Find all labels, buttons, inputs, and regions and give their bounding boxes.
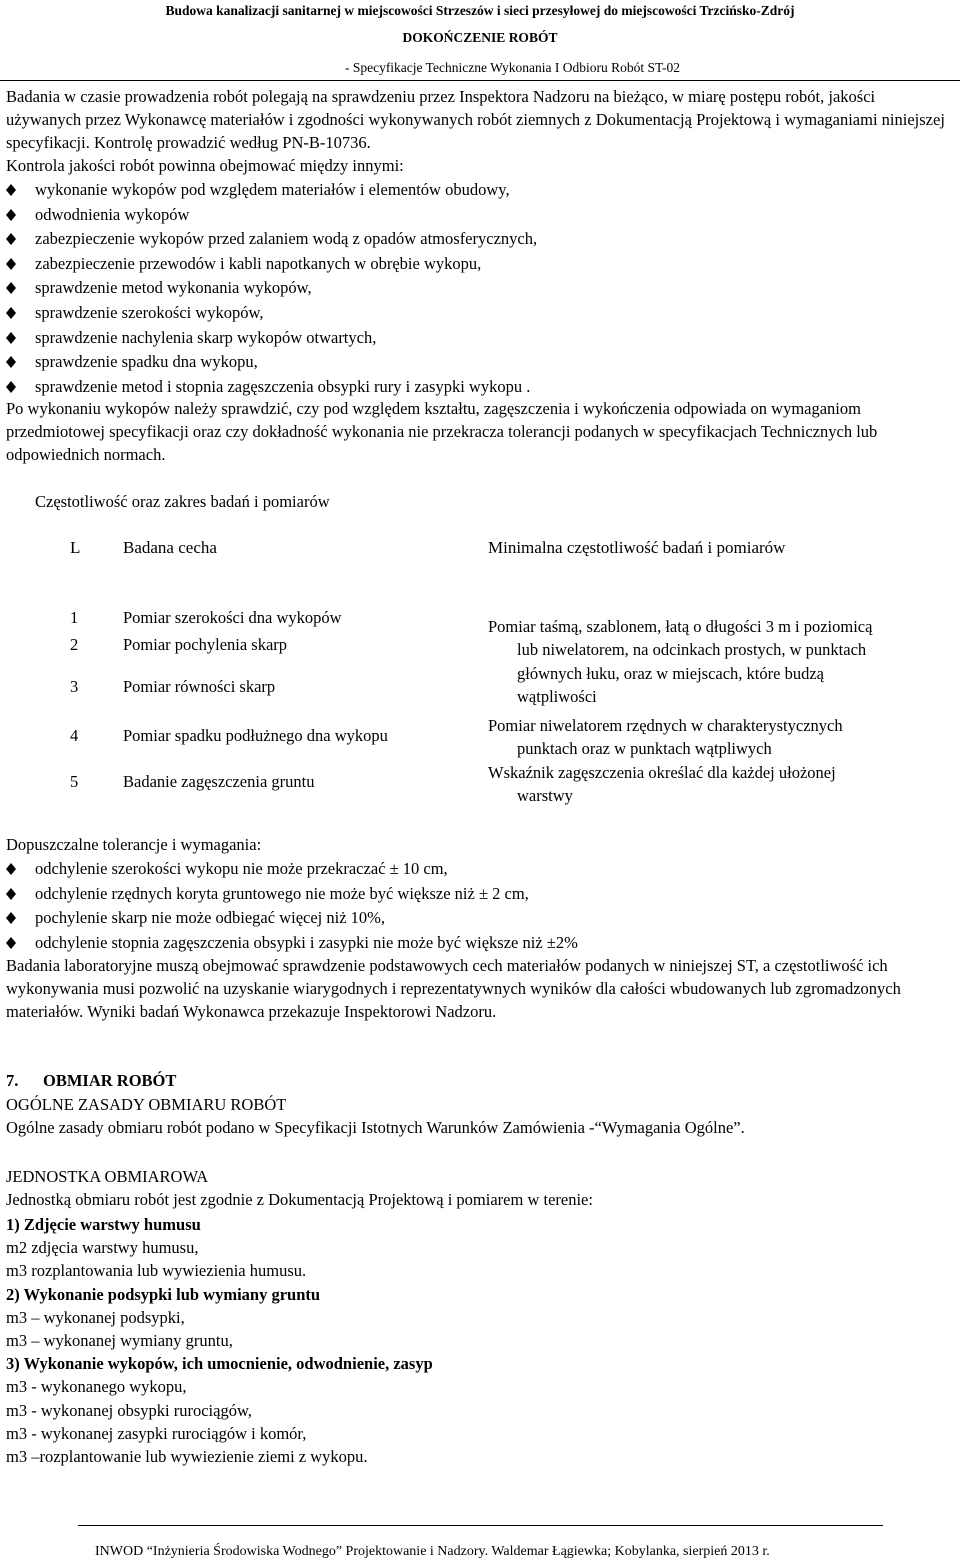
table-row-feature: Pomiar szerokości dna wykopów	[123, 608, 342, 627]
diamond-bullet-icon	[6, 184, 16, 196]
diamond-bullet-icon	[6, 209, 16, 221]
table-frequency-cell	[488, 761, 960, 808]
diamond-bullet-icon	[6, 282, 16, 294]
frequency-line: lub niwelatorem, na odcinkach prostych, w punktach	[517, 640, 867, 660]
table-row-number: 1	[70, 608, 79, 627]
footer-text: INWOD “Inżynieria Środowiska Wodnego” Projektowanie i Nadzory. Waldemar Łągiewka; Kobylanka, sierpień 2013 r.	[95, 1544, 770, 1559]
table-row-feature: Pomiar pochylenia skarp	[123, 635, 288, 654]
diamond-bullet-icon	[6, 863, 16, 875]
unit-line: m3 rozplantowania lub wywiezienia humusu.	[6, 1261, 307, 1281]
footer-rule	[78, 1525, 883, 1526]
list-item-text: odchylenie stopnia zagęszczenia obsypki i zasypki nie może być większe niż ±2%	[35, 932, 578, 952]
frequency-line: Pomiar niwelatorem rzędnych w charakterystycznych	[488, 716, 843, 735]
unit-line: m3 – wykonanej podsypki,	[6, 1307, 185, 1327]
table-row-feature: Pomiar równości skarp	[123, 677, 276, 696]
list-item-text: zabezpieczenie wykopów przed zalaniem wodą z opadów atmosferycznych,	[35, 229, 538, 249]
measurement-units	[6, 1213, 433, 1468]
unit-group-title: 1) Zdjęcie warstwy humusu	[6, 1215, 201, 1234]
diamond-bullet-icon	[6, 381, 16, 393]
table-row-number: 3	[70, 677, 79, 696]
list-item	[6, 906, 952, 931]
frequency-line: punktach oraz w punktach wątpliwych	[517, 739, 772, 759]
diamond-bullet-icon	[6, 937, 16, 949]
list-item-text: zabezpieczenie przewodów i kabli napotkanych w obrębie wykopu,	[35, 253, 482, 273]
diamond-bullet-icon	[6, 233, 16, 245]
list-item	[6, 882, 952, 907]
table-row-number: 5	[70, 772, 79, 791]
list-item	[6, 857, 952, 882]
frequency-line: warstwy	[517, 786, 573, 806]
table-header-feature: Badana cecha	[123, 538, 217, 557]
unit-line: m3 –rozplantowanie lub wywiezienie ziemi z wykopu.	[6, 1447, 368, 1467]
table-header-frequency: Minimalna częstotliwość badań i pomiarów	[488, 538, 786, 557]
list-item	[6, 227, 952, 252]
list-item-text: sprawdzenie szerokości wykopów,	[35, 302, 264, 322]
frequency-line: wątpliwości	[517, 686, 597, 706]
list-item	[6, 350, 952, 375]
frequency-line: Wskaźnik zagęszczenia określać dla każdej ułożonej	[488, 763, 836, 782]
table-caption: Częstotliwość oraz zakres badań i pomiarów	[35, 492, 330, 511]
list-item-text: wykonanie wykopów pod względem materiałów i elementów obudowy,	[35, 180, 510, 199]
unit-line: m3 - wykonanego wykopu,	[6, 1377, 187, 1397]
document-header-subtitle: DOKOŃCZENIE ROBÓT	[402, 30, 558, 45]
frequency-line: Pomiar taśmą, szablonem, łatą o długości 3 m i poziomicą	[488, 617, 873, 636]
list-item	[6, 203, 952, 228]
table-row-feature: Badanie zagęszczenia gruntu	[123, 772, 315, 791]
table-frequency-cell	[488, 615, 960, 708]
section-number: 7.	[6, 1071, 19, 1090]
table-row-number: 2	[70, 635, 79, 654]
frequency-line: głównych łuku, oraz w miejscach, które budzą	[517, 663, 824, 683]
unit-group-title: 2) Wykonanie podsypki lub wymiany gruntu	[6, 1284, 321, 1304]
control-list	[6, 178, 952, 399]
list-item	[6, 326, 952, 351]
table-header-l: L	[70, 538, 81, 557]
document-header-title: Budowa kanalizacji sanitarnej w miejscowości Strzeszów i sieci przesyłowej do miejscowości Trzcińsko-Zdrój	[165, 3, 795, 18]
list-item	[6, 375, 952, 400]
list-item-text: sprawdzenie nachylenia skarp wykopów otwartych,	[35, 327, 377, 347]
list-item-text: pochylenie skarp nie może odbiegać więcej niż 10%,	[35, 908, 386, 928]
lab-tests-paragraph: Badania laboratoryjne muszą obejmować sprawdzenie podstawowych cech materiałów podanych w niniejszej ST, a częstotliwość ich wykonywania musi pozwolić na uzyskanie wiarygodnych i reprezentatywnych wyników dla całości wbudowanych lub zgromadzonych materiałów. Wyniki badań Wykonawca przekazuje Inspektorowi Nadzoru.	[6, 956, 901, 1021]
table-frequency-cell	[488, 714, 960, 761]
diamond-bullet-icon	[6, 888, 16, 900]
section-title: OBMIAR ROBÓT	[43, 1071, 177, 1090]
control-intro: Kontrola jakości robót powinna obejmować między innymi:	[6, 156, 404, 175]
unit-heading: JEDNOSTKA OBMIAROWA	[6, 1167, 209, 1186]
unit-line: m2 zdjęcia warstwy humusu,	[6, 1238, 199, 1258]
list-item	[6, 276, 952, 301]
unit-line: m3 - wykonanej obsypki rurociągów,	[6, 1400, 252, 1420]
unit-line: m3 – wykonanej wymiany gruntu,	[6, 1331, 233, 1351]
list-item-text: sprawdzenie metod wykonania wykopów,	[35, 278, 312, 298]
unit-group-title: 3) Wykonanie wykopów, ich umocnienie, odwodnienie, zasyp	[6, 1354, 433, 1374]
after-excavation-paragraph: Po wykonaniu wykopów należy sprawdzić, czy pod względem kształtu, zagęszczenia i wykończenia odpowiada on wymaganiom przedmiotowej specyfikacji oraz czy dokładność wykonania nie przekracza tolerancji podanych w specyfikacjach Technicznych lub odpowiednich normach.	[6, 399, 878, 464]
list-item	[6, 301, 952, 326]
list-item-text: odchylenie rzędnych koryta gruntowego nie może być większe niż ± 2 cm,	[35, 883, 529, 903]
unit-text: Jednostką obmiaru robót jest zgodnie z Dokumentacją Projektową i pomiarem w terenie:	[6, 1190, 593, 1209]
general-heading: OGÓLNE ZASADY OBMIARU ROBÓT	[6, 1095, 287, 1114]
tolerances-list	[6, 857, 952, 955]
intro-paragraph: Badania w czasie prowadzenia robót polegają na sprawdzeniu przez Inspektora Nadzoru na bieżąco, w miarę postępu robót, jakości używanych przez Wykonawcę materiałów i zgodności wykonywanych robót ziemnych z Dokumentacją Projektową i wymaganiami niniejszej specyfikacji. Kontrolę prowadzić według PN-B-10736.	[6, 87, 945, 152]
table-row-feature: Pomiar spadku podłużnego dna wykopu	[123, 726, 388, 745]
diamond-bullet-icon	[6, 356, 16, 368]
diamond-bullet-icon	[6, 258, 16, 270]
unit-line: m3 - wykonanej zasypki rurociągów i komór,	[6, 1423, 307, 1443]
diamond-bullet-icon	[6, 332, 16, 344]
list-item-text: odchylenie szerokości wykopu nie może przekraczać ± 10 cm,	[35, 859, 448, 878]
list-item-text: sprawdzenie spadku dna wykopu,	[35, 352, 258, 372]
list-item	[6, 178, 952, 203]
list-item	[6, 252, 952, 277]
tolerances-title: Dopuszczalne tolerancje i wymagania:	[6, 835, 262, 854]
list-item-text: sprawdzenie metod i stopnia zagęszczenia obsypki rury i zasypki wykopu .	[35, 376, 531, 396]
diamond-bullet-icon	[6, 912, 16, 924]
table-row-number: 4	[70, 726, 79, 745]
list-item-text: odwodnienia wykopów	[35, 204, 190, 224]
general-text: Ogólne zasady obmiaru robót podano w Specyfikacji Istotnych Warunków Zamówienia -“Wymagania Ogólne”.	[6, 1118, 745, 1137]
header-rule	[0, 80, 960, 81]
diamond-bullet-icon	[6, 307, 16, 319]
document-header-spec: - Specyfikacje Techniczne Wykonania I Odbioru Robót ST-02	[344, 60, 680, 75]
list-item	[6, 931, 952, 956]
